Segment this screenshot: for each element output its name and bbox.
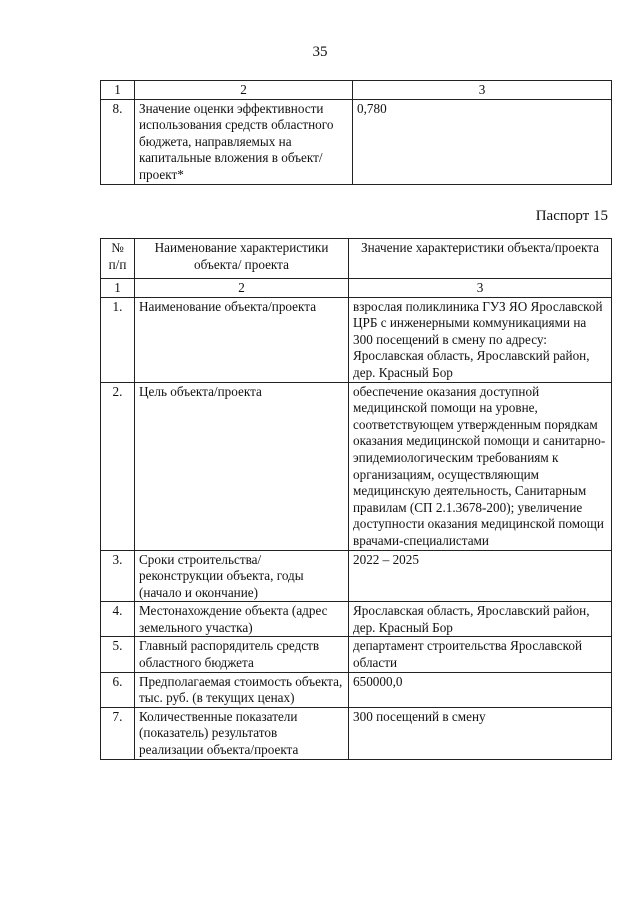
table-row — [101, 382, 612, 550]
top-table — [100, 80, 612, 185]
row-number: 2. — [101, 382, 135, 550]
row-number: 7. — [101, 707, 135, 759]
column-number-row — [101, 279, 612, 298]
table-row — [101, 602, 612, 637]
row-number: 3. — [101, 550, 135, 602]
table-row — [101, 707, 612, 759]
table-row — [101, 637, 612, 672]
column-number: 3 — [353, 81, 612, 100]
table-row — [101, 297, 612, 382]
row-value: департамент строительства Ярославской области — [349, 637, 612, 672]
row-label: Предполагаемая стоимость объекта, тыс. руб. (в текущих ценах) — [135, 672, 349, 707]
page-number: 35 — [312, 44, 328, 60]
row-value: 650000,0 — [349, 672, 612, 707]
column-number: 1 — [101, 81, 135, 100]
row-number: 8. — [101, 99, 135, 184]
table-row — [101, 99, 612, 184]
table-row — [101, 672, 612, 707]
row-label: Местонахождение объекта (адрес земельного участка) — [135, 602, 349, 637]
row-label: Главный распорядитель средств областного бюджета — [135, 637, 349, 672]
row-label: Значение оценки эффективности использования средств областного бюджета, направляемых на капитальные вложения в объект/проект* — [135, 99, 353, 184]
row-value: Ярославская область, Ярославский район, дер. Красный Бор — [349, 602, 612, 637]
row-number: 5. — [101, 637, 135, 672]
row-value: 0,780 — [353, 99, 612, 184]
header-value: Значение характеристики объекта/проекта — [349, 239, 612, 279]
column-number: 3 — [349, 279, 612, 298]
passport-label: Паспорт 15 — [535, 208, 608, 224]
row-value: обеспечение оказания доступной медицинской помощи на уровне, соответствующем утвержденным порядкам оказания медицинской помощи и санитарно-эпидемиологическим требованиям к организациям, осуществляющим медицинскую деятельность, Санитарным правилам (СП 2.1.3678-200); увеличение доступности оказания медицинской помощи врачами-специалистами — [349, 382, 612, 550]
row-label: Наименование объекта/проекта — [135, 297, 349, 382]
row-number: 1. — [101, 297, 135, 382]
row-value: 2022 – 2025 — [349, 550, 612, 602]
column-number: 2 — [135, 81, 353, 100]
column-number: 2 — [135, 279, 349, 298]
header-num: № п/п — [101, 239, 135, 279]
row-value: взрослая поликлиника ГУЗ ЯО Ярославской ЦРБ с инженерными коммуникациями на 300 посещений в смену по адресу: Ярославская область, Ярославский район, дер. Красный Бор — [349, 297, 612, 382]
row-label: Количественные показатели (показатель) результатов реализации объекта/проекта — [135, 707, 349, 759]
header-row — [101, 239, 612, 279]
row-number: 6. — [101, 672, 135, 707]
row-number: 4. — [101, 602, 135, 637]
row-label: Сроки строительства/реконструкции объекта, годы (начало и окончание) — [135, 550, 349, 602]
column-number-row — [101, 81, 612, 100]
row-label: Цель объекта/проекта — [135, 382, 349, 550]
row-value: 300 посещений в смену — [349, 707, 612, 759]
header-name: Наименование характеристики объекта/ проекта — [135, 239, 349, 279]
column-number: 1 — [101, 279, 135, 298]
passport-table — [100, 238, 612, 760]
table-row — [101, 550, 612, 602]
